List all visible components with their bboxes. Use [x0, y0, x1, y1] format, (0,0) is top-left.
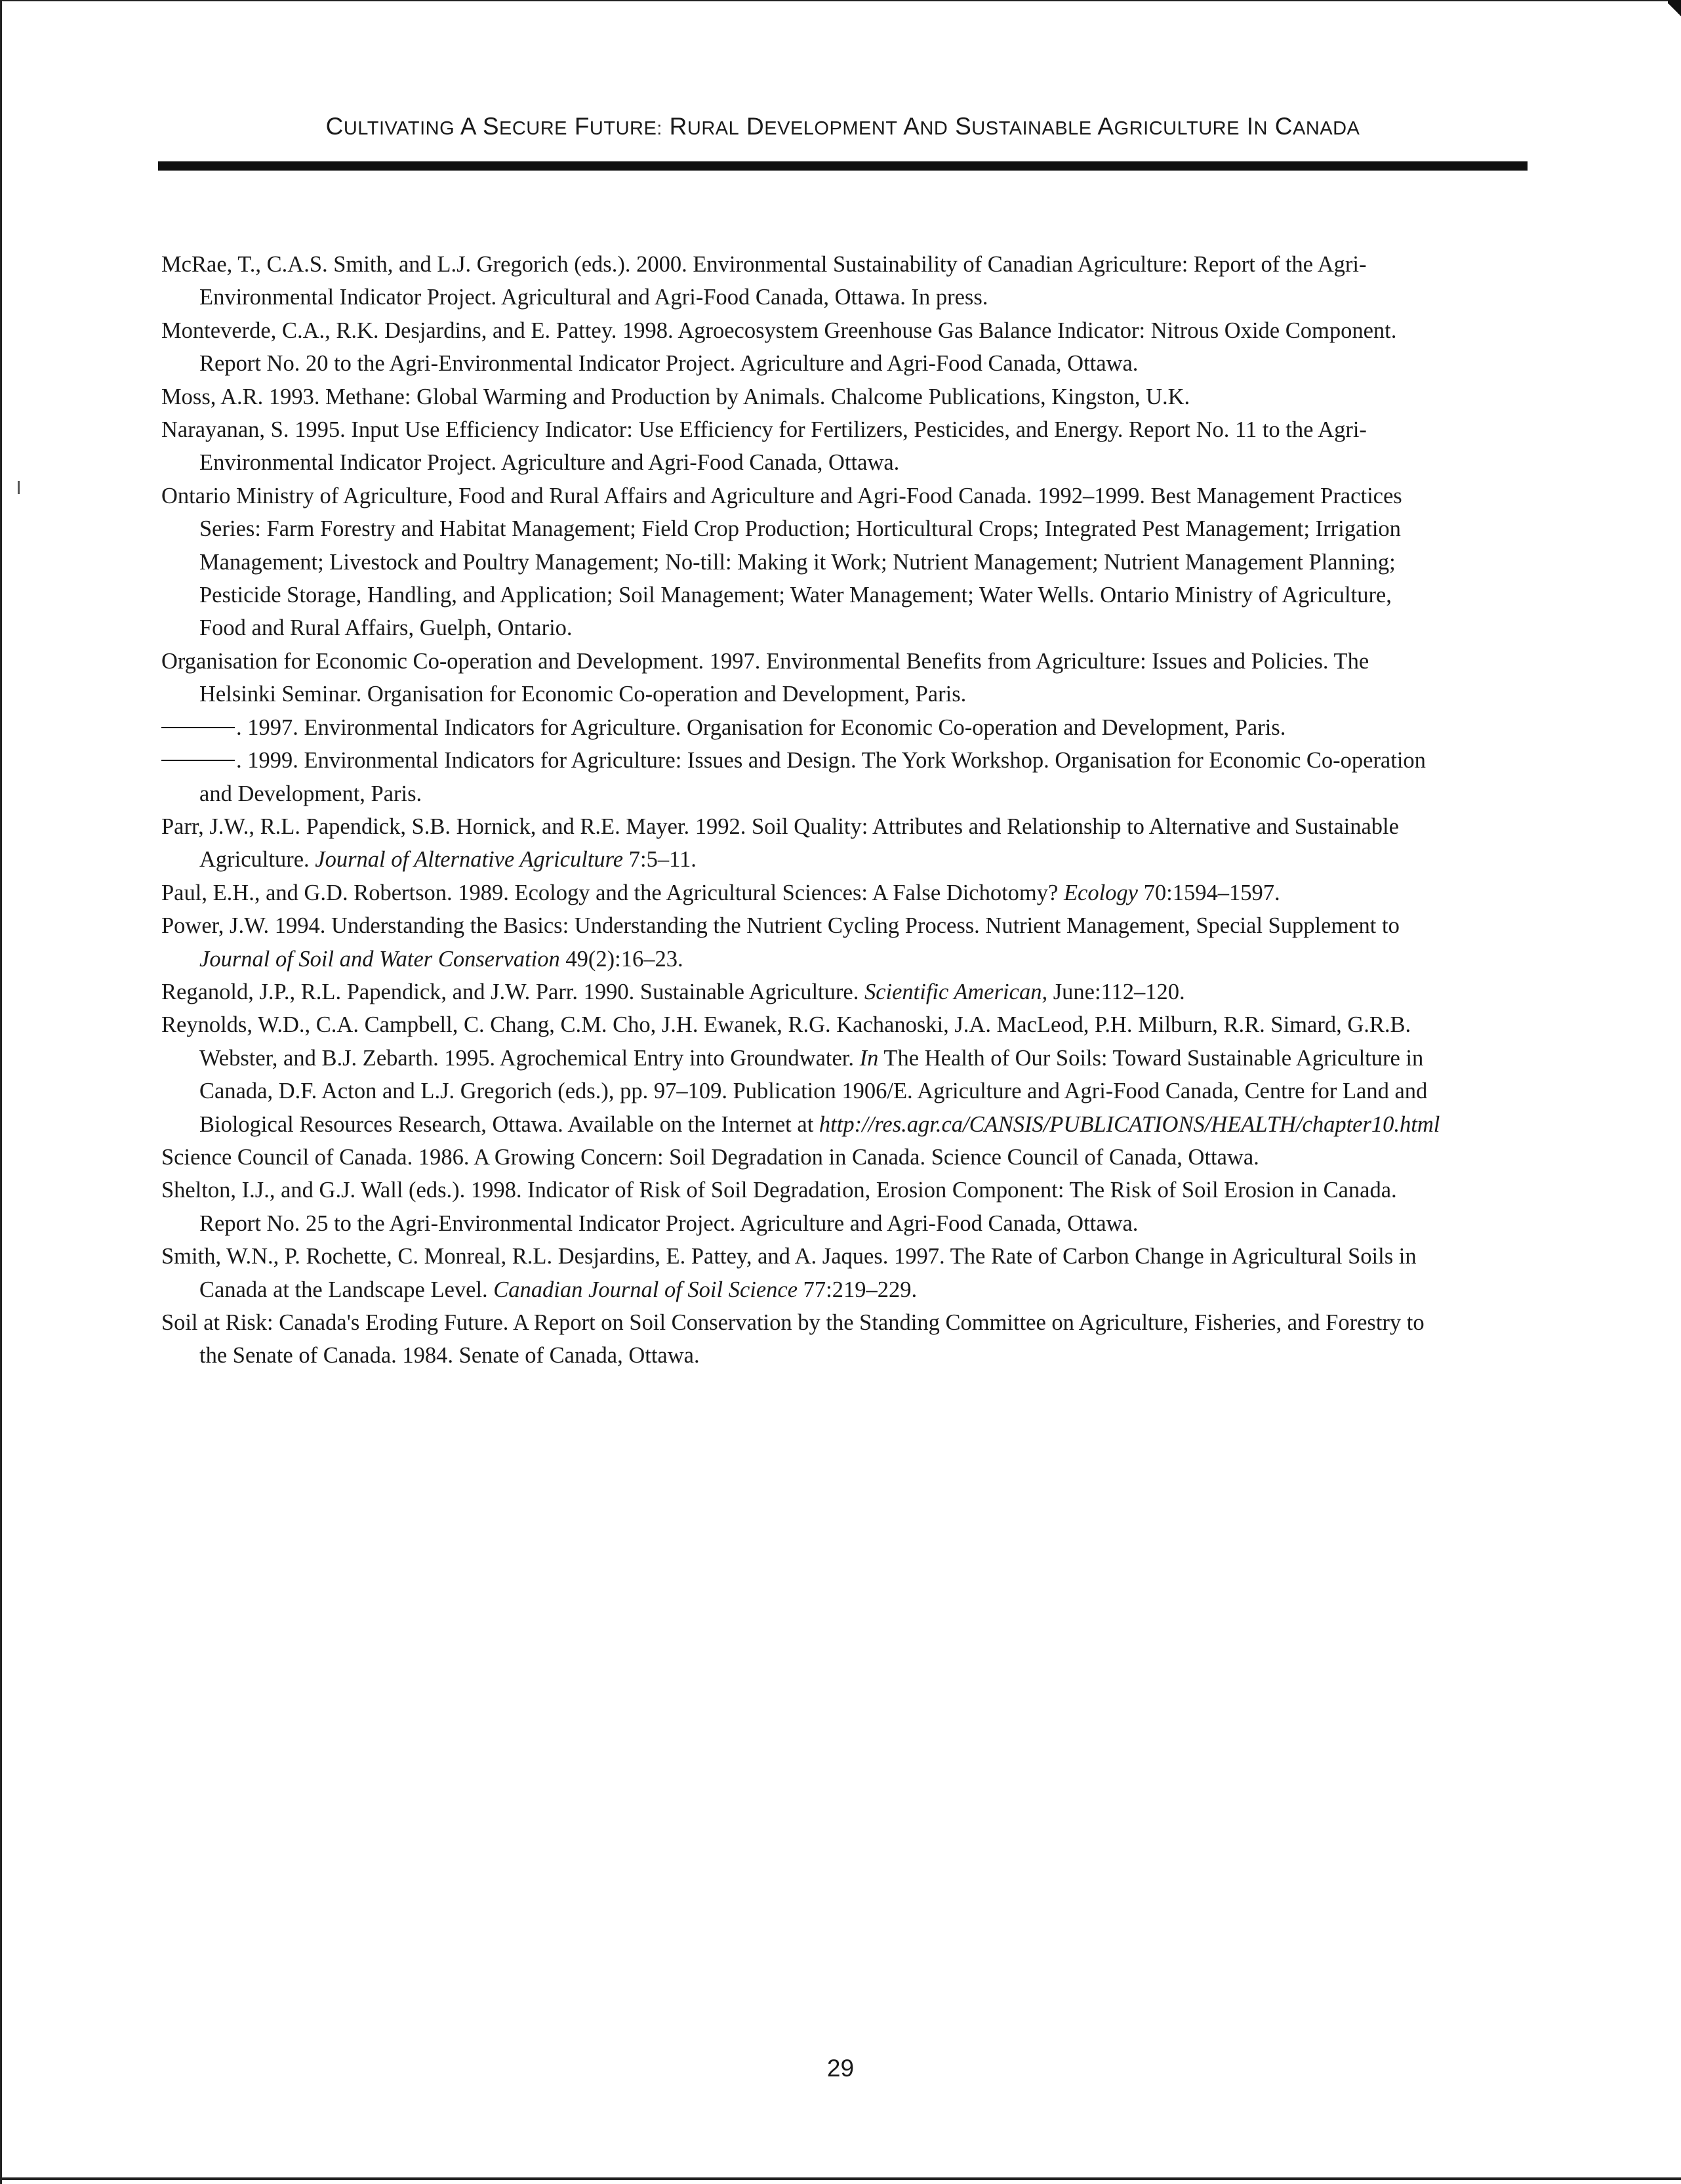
reference-entry [161, 413, 1440, 480]
reference-text: Reganold, J.P., R.L. Papendick, and J.W. Parr. 1990. Sustainable Agriculture. [161, 979, 864, 1004]
reference-italic-text: Canadian Journal of Soil Science [493, 1277, 798, 1302]
reference-entry [161, 711, 1440, 744]
reference-entry [161, 1008, 1440, 1141]
reference-entry [161, 1306, 1440, 1372]
reference-entry [161, 876, 1440, 909]
reference-text: Smith, W.N., P. Rochette, C. Monreal, R.L. Desjardins, E. Pattey, and A. Jaques. 1997. The Rate of Carbon Change in Agricultural Soils in Canada at the Landscape Level. [161, 1244, 1417, 1302]
reference-entry [161, 1141, 1440, 1174]
reference-text: 70:1594–1597. [1138, 880, 1280, 905]
reference-entry [161, 480, 1440, 645]
reference-entry [161, 645, 1440, 711]
reference-italic-text: Journal of Alternative Agriculture [315, 847, 624, 873]
reference-text: Monteverde, C.A., R.K. Desjardins, and E. Pattey. 1998. Agroecosystem Greenhouse Gas Balance Indicator: Nitrous Oxide Component. Report No. 20 to the Agri-Environmental Indicator Project. Agriculture and Agri-Food Canada, Ottawa. [161, 318, 1397, 377]
reference-text: 49(2):16–23. [559, 946, 683, 972]
reference-text: . 1999. Environmental Indicators for Agriculture: Issues and Design. The York Workshop. Organisation for Economic Co-operation and Development, Paris. [199, 748, 1426, 806]
repeated-author-dash [161, 760, 235, 761]
reference-text: The Health of Our Soils: Toward Sustainable Agriculture in Canada, D.F. Acton and L.J. Gregorich (eds.), pp. 97–109. Publication 1906/E. Agriculture and Agri-Food Canada, Centre for Land and Biological Resources Research, Ottawa. Available on the Internet at [199, 1045, 1428, 1137]
reference-text: Shelton, I.J., and G.J. Wall (eds.). 1998. Indicator of Risk of Soil Degradation, Erosion Component: The Risk of Soil Erosion in Canada. Report No. 25 to the Agri-Environmental Indicator Project. Agriculture and Agri-Food Canada, Ottawa. [161, 1178, 1397, 1236]
reference-italic-text: Scientific American, [864, 979, 1048, 1004]
reference-italic-text: Journal of Soil and Water Conservation [199, 946, 560, 972]
reference-text: Parr, J.W., R.L. Papendick, S.B. Hornick, and R.E. Mayer. 1992. Soil Quality: Attributes and Relationship to Alternative and Sustainable Agriculture. [161, 814, 1399, 873]
reference-entry [161, 314, 1440, 381]
reference-text: Science Council of Canada. 1986. A Growing Concern: Soil Degradation in Canada. Science Council of Canada, Ottawa. [161, 1144, 1259, 1170]
reference-italic-text: Ecology [1063, 880, 1138, 905]
reference-text: Power, J.W. 1994. Understanding the Basics: Understanding the Nutrient Cycling Process. Nutrient Management, Special Supplement to [161, 913, 1400, 939]
reference-text: Soil at Risk: Canada's Eroding Future. A Report on Soil Conservation by the Standing Committee on Agriculture, Fisheries, and Forestry to the Senate of Canada. 1984. Senate of Canada, Ottawa. [161, 1310, 1425, 1369]
reference-text: Paul, E.H., and G.D. Robertson. 1989. Ecology and the Agricultural Sciences: A False Dichotomy? [161, 880, 1064, 905]
scan-edge-top [0, 0, 1681, 1]
header-rule [158, 161, 1528, 171]
reference-entry [161, 909, 1440, 976]
reference-text: Narayanan, S. 1995. Input Use Efficiency Indicator: Use Efficiency for Fertilizers, Pesticides, and Energy. Report No. 11 to the Agri-Environmental Indicator Project. Agriculture and Agri-Food Canada, Ottawa. [161, 417, 1367, 476]
reference-text: Reynolds, W.D., C.A. Campbell, C. Chang, C.M. Cho, J.H. Ewanek, R.G. Kachanoski, J.A. MacLeod, P.H. Milburn, R.R. Simard, G.R.B. Webster, and B.J. Zebarth. 1995. Agrochemical Entry into Groundwater. [161, 1012, 1411, 1071]
running-header-title: CULTIVATING A SECURE FUTURE: RURAL DEVELOPMENT AND SUSTAINABLE AGRICULTURE IN CANADA [325, 113, 1360, 140]
reference-text: 77:219–229. [798, 1277, 918, 1302]
reference-text: Ontario Ministry of Agriculture, Food and Rural Affairs and Agriculture and Agri-Food Canada. 1992–1999. Best Management Practices Series: Farm Forestry and Habitat Management; Field Crop Production; Horticultural Crops; Integrated Pest Management; Irrigation Management; Livestock and Poultry Management; No-till: Making it Work; Nutrient Management; Nutrient Management Planning; Pesticide Storage, Handling, and Application; Soil Management; Water Management; Water Wells. Ontario Ministry of Agriculture, Food and Rural Affairs, Guelph, Ontario. [161, 483, 1402, 641]
repeated-author-dash [161, 727, 235, 728]
reference-italic-text: http://res.agr.ca/CANSIS/PUBLICATIONS/HEALTH/chapter10.html [819, 1111, 1440, 1137]
reference-text: 7:5–11. [623, 847, 697, 873]
reference-entry [161, 744, 1440, 810]
page-number: 29 [826, 2055, 855, 2082]
reference-text: McRae, T., C.A.S. Smith, and L.J. Gregorich (eds.). 2000. Environmental Sustainability of Canadian Agriculture: Report of the Agri-Environmental Indicator Project. Agricultural and Agri-Food Canada, Ottawa. In press. [161, 252, 1367, 310]
reference-list [161, 248, 1440, 1372]
reference-text: . 1997. Environmental Indicators for Agriculture. Organisation for Economic Co-operation and Development, Paris. [236, 714, 1286, 740]
reference-entry [161, 810, 1440, 876]
scan-corner-mark [1668, 0, 1681, 20]
reference-entry [161, 381, 1440, 413]
reference-text: Organisation for Economic Co-operation and Development. 1997. Environmental Benefits from Agriculture: Issues and Policies. The Helsinki Seminar. Organisation for Economic Co-operation and Development, Paris. [161, 648, 1369, 707]
reference-entry [161, 976, 1440, 1008]
reference-entry [161, 1240, 1440, 1306]
scan-edge-left [0, 0, 2, 2184]
scan-edge-bottom [0, 2177, 1681, 2180]
reference-italic-text: In [859, 1045, 879, 1071]
reference-entry [161, 1174, 1440, 1240]
reference-entry [161, 248, 1440, 314]
reference-text: June:112–120. [1047, 979, 1185, 1004]
reference-text: Moss, A.R. 1993. Methane: Global Warming and Production by Animals. Chalcome Publications, Kingston, U.K. [161, 384, 1190, 409]
scan-margin-mark [18, 481, 20, 494]
running-header [158, 113, 1528, 140]
